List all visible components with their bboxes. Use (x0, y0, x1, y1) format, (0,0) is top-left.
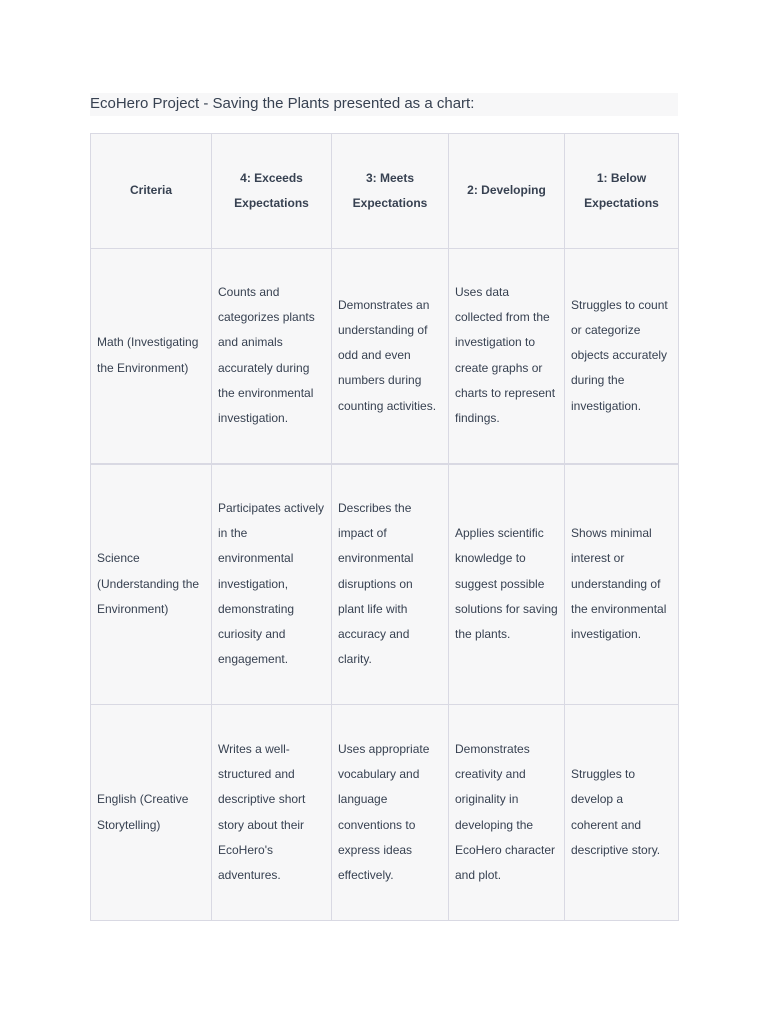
header-developing: 2: Developing (449, 134, 565, 249)
cell-developing: Demonstrates creativity and originality in developing the EcoHero character and plot. (449, 705, 565, 921)
rubric-table (90, 133, 679, 921)
cell-developing: Applies scientific knowledge to suggest possible solutions for saving the plants. (449, 464, 565, 705)
document-title (90, 93, 678, 116)
document-title-text: EcoHero Project - Saving the Plants presented as a chart: (90, 95, 475, 112)
header-criteria: Criteria (91, 134, 212, 249)
table-row (91, 464, 679, 705)
cell-exceeds: Writes a well-structured and descriptive short story about their EcoHero's adventures. (212, 705, 332, 921)
cell-developing: Uses data collected from the investigation to create graphs or charts to represent findings. (449, 249, 565, 464)
cell-exceeds: Participates actively in the environmental investigation, demonstrating curiosity and engagement. (212, 464, 332, 705)
cell-below: Struggles to count or categorize objects accurately during the investigation. (565, 249, 679, 464)
table-header-row (91, 134, 679, 249)
header-meets: 3: Meets Expectations (332, 134, 449, 249)
cell-below: Shows minimal interest or understanding of the environmental investigation. (565, 464, 679, 705)
cell-criteria: Math (Investigating the Environment) (91, 249, 212, 464)
cell-meets: Uses appropriate vocabulary and language conventions to express ideas effectively. (332, 705, 449, 921)
cell-meets: Demonstrates an understanding of odd and even numbers during counting activities. (332, 249, 449, 464)
table-row (91, 705, 679, 921)
cell-criteria: English (Creative Storytelling) (91, 705, 212, 921)
cell-exceeds: Counts and categorizes plants and animals accurately during the environmental investigation. (212, 249, 332, 464)
cell-meets: Describes the impact of environmental disruptions on plant life with accuracy and clarity. (332, 464, 449, 705)
header-exceeds: 4: Exceeds Expectations (212, 134, 332, 249)
table-row (91, 249, 679, 464)
cell-below: Struggles to develop a coherent and descriptive story. (565, 705, 679, 921)
header-below: 1: Below Expectations (565, 134, 679, 249)
cell-criteria: Science (Understanding the Environment) (91, 464, 212, 705)
